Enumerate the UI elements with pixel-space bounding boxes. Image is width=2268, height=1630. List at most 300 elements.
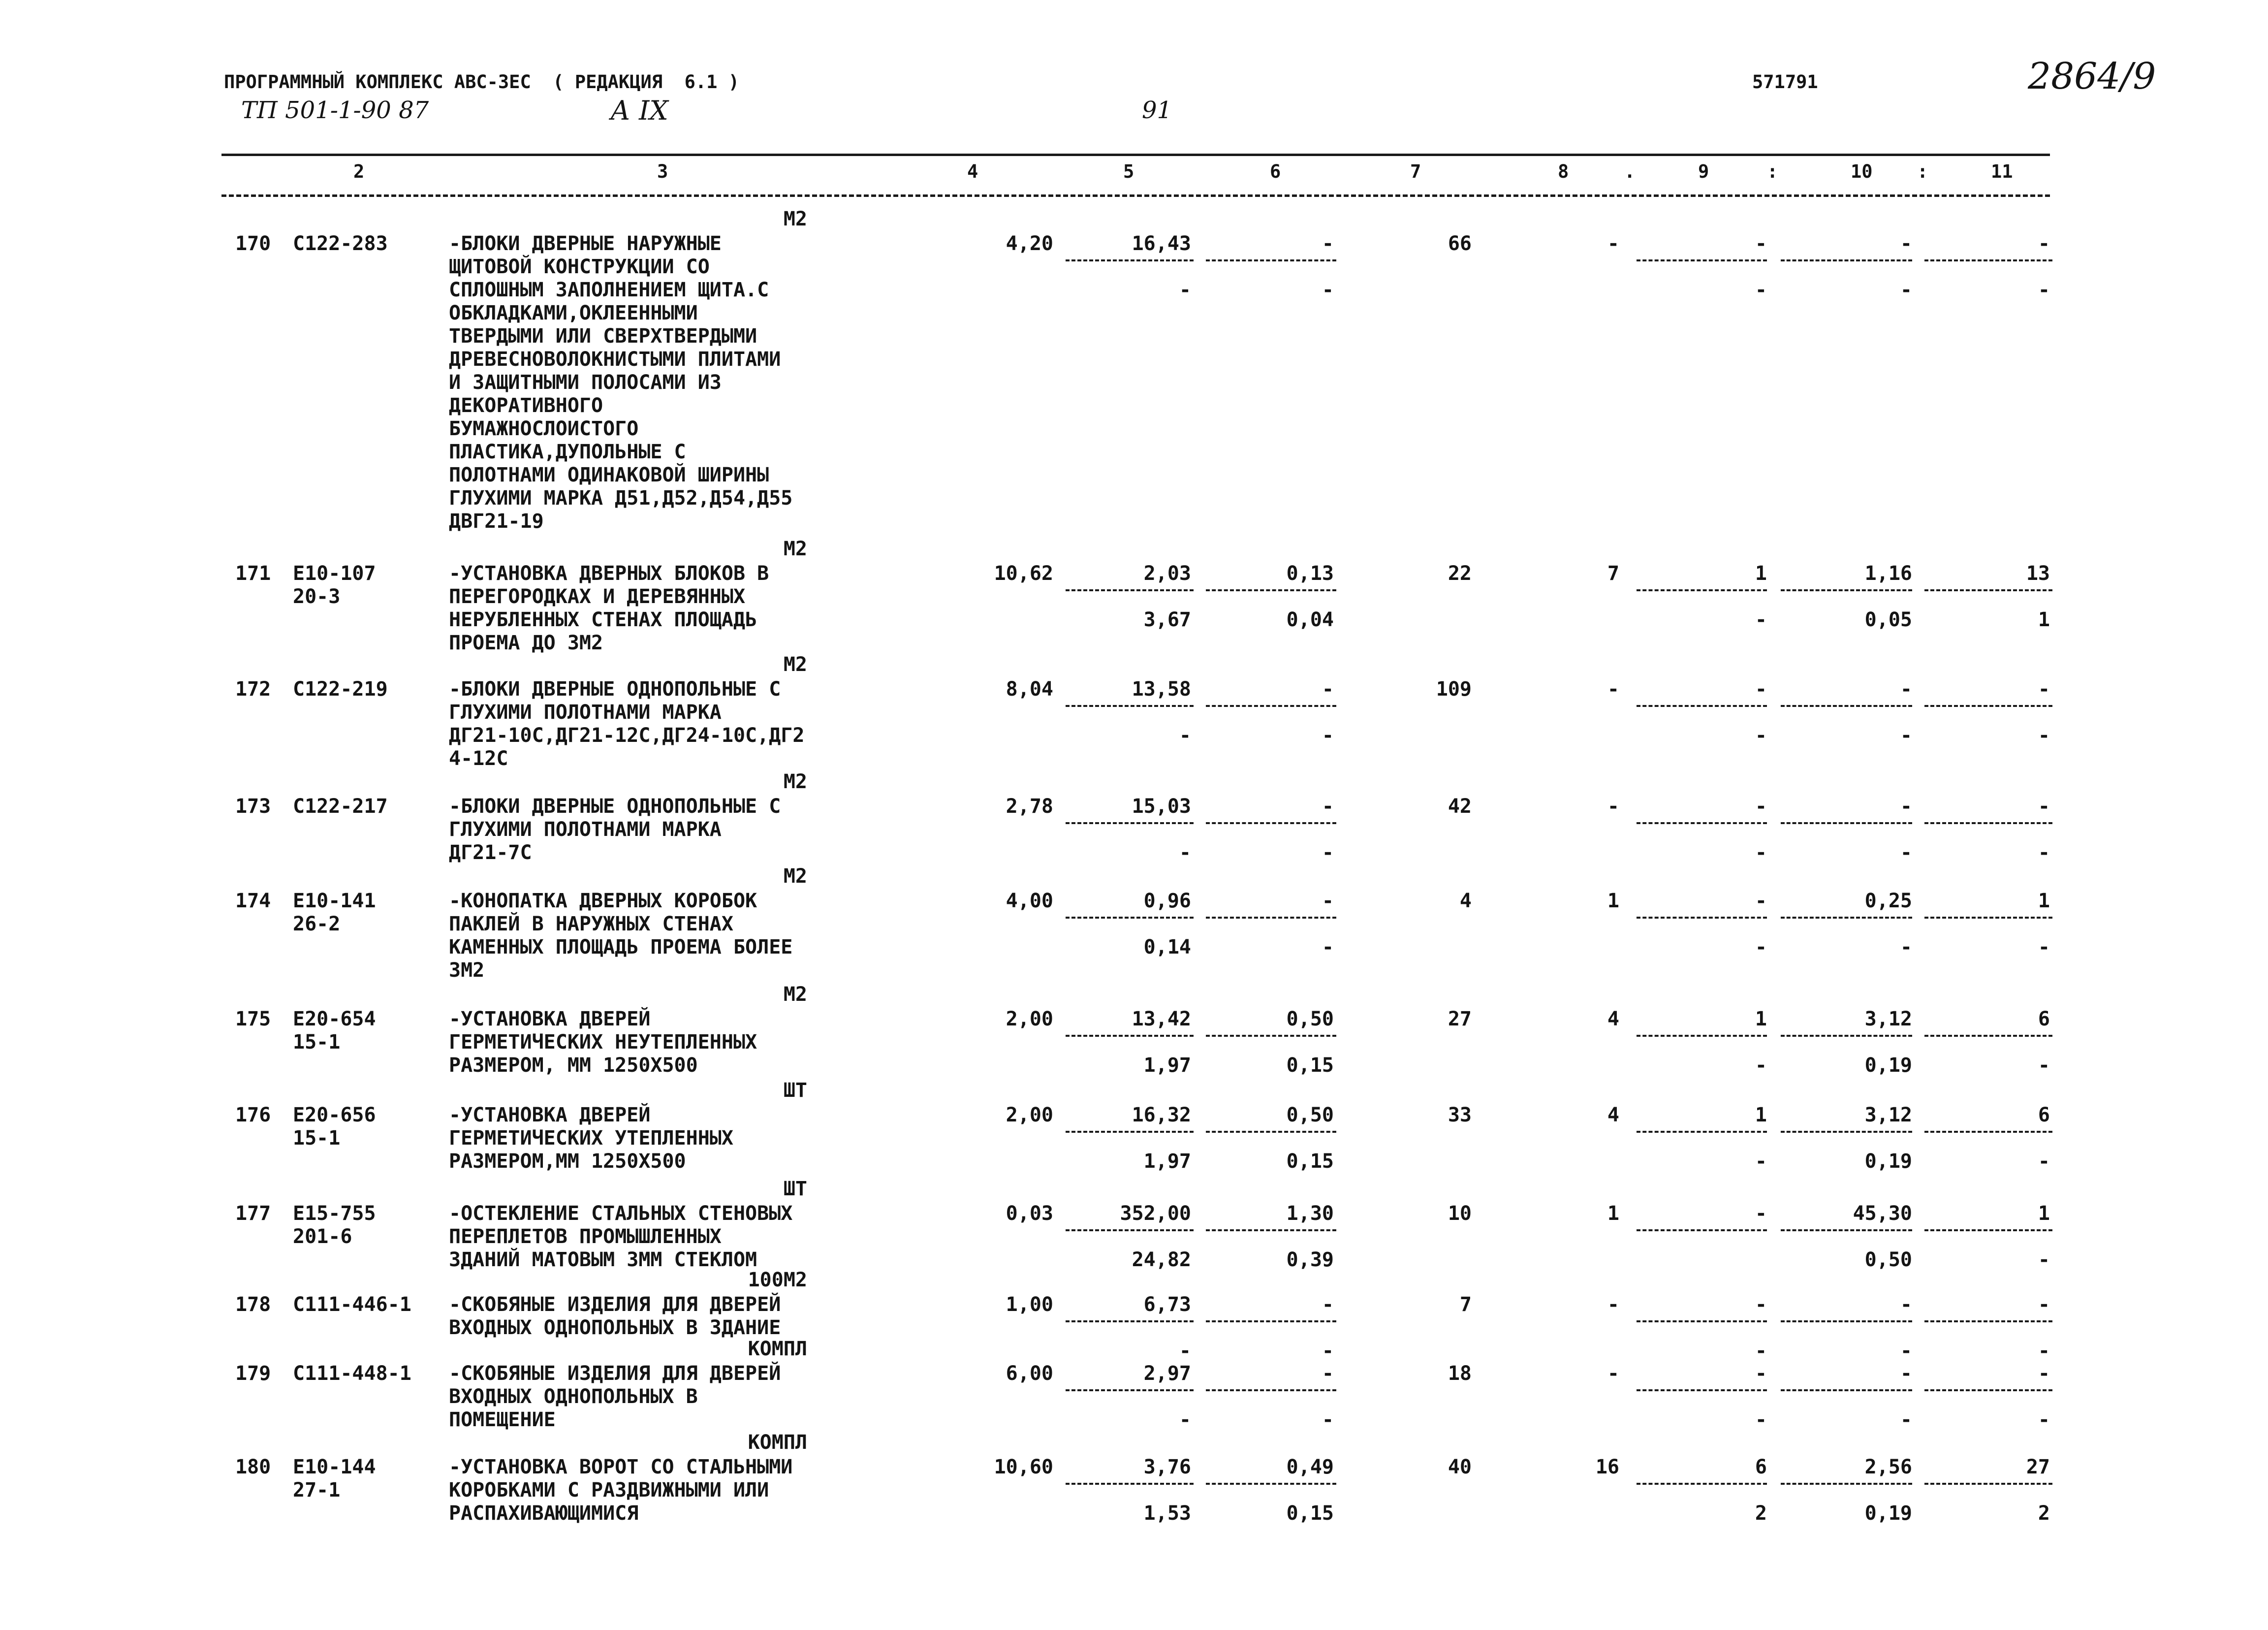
cell-col9: 1 bbox=[1755, 562, 1767, 585]
cell-col8: 1 bbox=[1607, 1202, 1619, 1225]
cell-col8: 1 bbox=[1607, 890, 1619, 912]
column-number: 10 bbox=[1851, 161, 1873, 182]
work-description: ВХОДНЫХ ОДНОПОЛЬНЫХ В bbox=[449, 1385, 698, 1408]
cell-cost-wages: 24,82 bbox=[1132, 1248, 1191, 1271]
cell-underline bbox=[1066, 259, 1194, 261]
work-description: ДВГ21-19 bbox=[449, 510, 544, 533]
cell-underline bbox=[1924, 1229, 2052, 1231]
cell-cost-wages: - bbox=[1179, 1408, 1191, 1431]
work-description: ГЕРМЕТИЧЕСКИХ УТЕПЛЕННЫХ bbox=[449, 1127, 733, 1150]
cell-underline bbox=[1781, 1229, 1912, 1231]
work-description: -УСТАНОВКА ДВЕРЕЙ bbox=[449, 1104, 651, 1126]
cell-cost-total: 13,58 bbox=[1132, 678, 1191, 701]
norm-code-sub: 15-1 bbox=[293, 1127, 341, 1150]
row-number: 174 bbox=[235, 890, 271, 912]
cell-col11: 6 bbox=[2038, 1008, 2050, 1030]
cell-col10-sub: 0,19 bbox=[1864, 1150, 1912, 1173]
cell-underline bbox=[1924, 589, 2052, 591]
work-description: -БЛОКИ ДВЕРНЫЕ ОДНОПОЛЬНЫЕ С bbox=[449, 678, 781, 701]
cell-cost-machines: - bbox=[1322, 1362, 1334, 1385]
work-description: СПЛОШНЫМ ЗАПОЛНЕНИЕМ ЩИТА.С bbox=[449, 279, 769, 301]
cell-underline bbox=[1781, 259, 1912, 261]
cell-cost-machines: - bbox=[1322, 232, 1334, 255]
cell-cost-wages: 0,14 bbox=[1143, 936, 1191, 959]
cell-machine-wages: - bbox=[1322, 1340, 1334, 1362]
cell-underline bbox=[1206, 1131, 1336, 1133]
cell-underline bbox=[1781, 1320, 1912, 1322]
column-number: 9 bbox=[1698, 161, 1709, 182]
cell-col11: 13 bbox=[2026, 562, 2050, 585]
cell-col10: - bbox=[1900, 232, 1912, 255]
cell-col8: - bbox=[1607, 795, 1619, 818]
work-description: -УСТАНОВКА ДВЕРНЫХ БЛОКОВ В bbox=[449, 562, 769, 585]
norm-code: Е15-755 bbox=[293, 1202, 376, 1225]
cell-col10-sub: - bbox=[1900, 279, 1912, 301]
row-number: 176 bbox=[235, 1104, 271, 1126]
work-description: ДРЕВЕСНОВОЛОКНИСТЫМИ ПЛИТАМИ bbox=[449, 348, 781, 371]
row-number: 172 bbox=[235, 678, 271, 701]
work-description: ГЕРМЕТИЧЕСКИХ НЕУТЕПЛЕННЫХ bbox=[449, 1031, 757, 1054]
document-code: 571791 bbox=[1752, 71, 1818, 93]
cell-col10: 0,25 bbox=[1864, 890, 1912, 912]
cell-col9: - bbox=[1755, 1362, 1767, 1385]
cell-col7: 4 bbox=[1459, 890, 1472, 912]
cell-underline bbox=[1781, 589, 1912, 591]
work-description: ДГ21-10С,ДГ21-12С,ДГ24-10С,ДГ2 bbox=[449, 724, 805, 747]
norm-code: С111-446-1 bbox=[293, 1293, 411, 1316]
row-number: 175 bbox=[235, 1008, 271, 1030]
cell-cost-total: 6,73 bbox=[1143, 1293, 1191, 1316]
cell-underline bbox=[1066, 1035, 1194, 1037]
cell-col9-sub: - bbox=[1755, 936, 1767, 959]
cell-col8: - bbox=[1607, 1293, 1619, 1316]
cell-underline bbox=[1637, 259, 1767, 261]
unit-label: М2 bbox=[783, 653, 807, 676]
cell-col9: 6 bbox=[1755, 1456, 1767, 1478]
work-description: РАЗМЕРОМ,ММ 1250Х500 bbox=[449, 1150, 686, 1173]
cell-col10-sub: - bbox=[1900, 841, 1912, 864]
cell-col11-sub: - bbox=[2038, 1248, 2050, 1271]
cell-col9: - bbox=[1755, 1293, 1767, 1316]
work-description: ПЕРЕПЛЕТОВ ПРОМЫШЛЕННЫХ bbox=[449, 1225, 722, 1248]
cell-underline bbox=[1924, 1035, 2052, 1037]
column-number: 11 bbox=[1991, 161, 2013, 182]
cell-col9-sub: 2 bbox=[1755, 1502, 1767, 1525]
unit-label: КОМПЛ bbox=[748, 1431, 807, 1454]
cell-quantity: 4,20 bbox=[1006, 232, 1053, 255]
album-number: А IX bbox=[610, 95, 668, 126]
cell-underline bbox=[1066, 917, 1194, 919]
work-description: -КОНОПАТКА ДВЕРНЫХ КОРОБОК bbox=[449, 890, 757, 912]
cell-cost-machines: 0,49 bbox=[1286, 1456, 1334, 1478]
row-number: 177 bbox=[235, 1202, 271, 1225]
cell-underline bbox=[1924, 822, 2052, 824]
cell-underline bbox=[1206, 917, 1336, 919]
cell-underline bbox=[1066, 705, 1194, 707]
cell-col10-sub: - bbox=[1900, 724, 1912, 747]
work-description: ДГ21-7С bbox=[449, 841, 532, 864]
cell-col7: 66 bbox=[1448, 232, 1472, 255]
column-number: 5 bbox=[1123, 161, 1134, 182]
cell-underline bbox=[1924, 1389, 2052, 1391]
cell-underline bbox=[1637, 589, 1767, 591]
cell-col8: - bbox=[1607, 232, 1619, 255]
cell-col11: - bbox=[2038, 678, 2050, 701]
program-title: ПРОГРАММНЫЙ КОМПЛЕКС АВС-3ЕС ( РЕДАКЦИЯ 6.1 ) bbox=[224, 71, 739, 93]
cell-col11: - bbox=[2038, 232, 2050, 255]
cell-underline bbox=[1637, 1229, 1767, 1231]
work-description: ПРОЕМА ДО 3М2 bbox=[449, 632, 603, 654]
cell-col8: 4 bbox=[1607, 1104, 1619, 1126]
unit-label: 100М2 bbox=[748, 1269, 807, 1291]
unit-label: ШТ bbox=[783, 1079, 807, 1102]
header-top-rule bbox=[221, 154, 2050, 156]
cell-underline bbox=[1206, 1483, 1336, 1485]
cell-col9-sub: - bbox=[1755, 1150, 1767, 1173]
column-number: 4 bbox=[967, 161, 978, 182]
work-description: ЗДАНИЙ МАТОВЫМ 3ММ СТЕКЛОМ bbox=[449, 1248, 757, 1271]
cell-col10: 45,30 bbox=[1853, 1202, 1912, 1225]
cell-col9: - bbox=[1755, 232, 1767, 255]
cell-underline bbox=[1206, 259, 1336, 261]
work-description: -СКОБЯНЫЕ ИЗДЕЛИЯ ДЛЯ ДВЕРЕЙ bbox=[449, 1362, 781, 1385]
cell-cost-machines: 1,30 bbox=[1286, 1202, 1334, 1225]
cell-col8: 16 bbox=[1595, 1456, 1619, 1478]
cell-underline bbox=[1637, 1320, 1767, 1322]
cell-cost-machines: - bbox=[1322, 1293, 1334, 1316]
row-number: 179 bbox=[235, 1362, 271, 1385]
cell-underline bbox=[1066, 1389, 1194, 1391]
cell-cost-machines: - bbox=[1322, 795, 1334, 818]
cell-cost-total: 15,03 bbox=[1132, 795, 1191, 818]
cell-quantity: 10,60 bbox=[994, 1456, 1053, 1478]
norm-code-sub: 20-3 bbox=[293, 585, 341, 608]
cell-cost-total: 0,96 bbox=[1143, 890, 1191, 912]
cell-machine-wages: - bbox=[1322, 1408, 1334, 1431]
column-separator: : bbox=[1917, 161, 1928, 182]
unit-label: М2 bbox=[783, 865, 807, 888]
cell-underline bbox=[1066, 822, 1194, 824]
cell-col9-sub: - bbox=[1755, 724, 1767, 747]
work-description: ГЛУХИМИ МАРКА Д51,Д52,Д54,Д55 bbox=[449, 487, 793, 510]
work-description: КОРОБКАМИ С РАЗДВИЖНЫМИ ИЛИ bbox=[449, 1479, 769, 1502]
row-number: 170 bbox=[235, 232, 271, 255]
row-number: 178 bbox=[235, 1293, 271, 1316]
cell-underline bbox=[1206, 1035, 1336, 1037]
cell-underline bbox=[1781, 822, 1912, 824]
cell-col11: 1 bbox=[2038, 890, 2050, 912]
cell-underline bbox=[1781, 1131, 1912, 1133]
cell-col11-sub: 2 bbox=[2038, 1502, 2050, 1525]
cell-underline bbox=[1637, 705, 1767, 707]
cell-underline bbox=[1924, 259, 2052, 261]
work-description: -СКОБЯНЫЕ ИЗДЕЛИЯ ДЛЯ ДВЕРЕЙ bbox=[449, 1293, 781, 1316]
work-description: ОБКЛАДКАМИ,ОКЛЕЕННЫМИ bbox=[449, 302, 698, 324]
cell-col7: 7 bbox=[1459, 1293, 1472, 1316]
cell-col11-sub: 1 bbox=[2038, 608, 2050, 631]
cell-cost-total: 16,32 bbox=[1132, 1104, 1191, 1126]
cell-machine-wages: 0,04 bbox=[1286, 608, 1334, 631]
column-number: 8 bbox=[1558, 161, 1569, 182]
cell-col11: - bbox=[2038, 1362, 2050, 1385]
column-number: 7 bbox=[1410, 161, 1421, 182]
cell-quantity: 0,03 bbox=[1006, 1202, 1053, 1225]
work-description: НЕРУБЛЕННЫХ СТЕНАХ ПЛОЩАДЬ bbox=[449, 608, 757, 631]
cell-underline bbox=[1637, 917, 1767, 919]
row-number: 173 bbox=[235, 795, 271, 818]
cell-underline bbox=[1924, 1483, 2052, 1485]
cell-col10: - bbox=[1900, 678, 1912, 701]
work-description: ГЛУХИМИ ПОЛОТНАМИ МАРКА bbox=[449, 818, 722, 841]
cell-quantity: 2,78 bbox=[1006, 795, 1053, 818]
cell-quantity: 6,00 bbox=[1006, 1362, 1053, 1385]
unit-label: ШТ bbox=[783, 1178, 807, 1200]
column-separator: . bbox=[1624, 161, 1636, 182]
page-number: 91 bbox=[1142, 96, 1172, 124]
cell-quantity: 8,04 bbox=[1006, 678, 1053, 701]
work-description: ДЕКОРАТИВНОГО bbox=[449, 394, 603, 417]
cell-underline bbox=[1781, 1389, 1912, 1391]
work-description: -БЛОКИ ДВЕРНЫЕ ОДНОПОЛЬНЫЕ С bbox=[449, 795, 781, 818]
cell-col9-sub: - bbox=[1755, 1054, 1767, 1077]
cell-underline bbox=[1781, 1035, 1912, 1037]
work-description: ПОМЕЩЕНИЕ bbox=[449, 1408, 556, 1431]
cell-underline bbox=[1637, 1131, 1767, 1133]
cell-col9: - bbox=[1755, 795, 1767, 818]
cell-col9: - bbox=[1755, 1202, 1767, 1225]
cell-underline bbox=[1066, 589, 1194, 591]
cell-cost-machines: 0,50 bbox=[1286, 1008, 1334, 1030]
cell-cost-wages: 1,53 bbox=[1143, 1502, 1191, 1525]
cell-cost-wages: 3,67 bbox=[1143, 608, 1191, 631]
work-description: ПЕРЕГОРОДКАХ И ДЕРЕВЯННЫХ bbox=[449, 585, 746, 608]
cell-cost-machines: 0,13 bbox=[1286, 562, 1334, 585]
cell-col8: 7 bbox=[1607, 562, 1619, 585]
cell-cost-total: 2,03 bbox=[1143, 562, 1191, 585]
cell-cost-machines: 0,50 bbox=[1286, 1104, 1334, 1126]
cell-col10-sub: 0,19 bbox=[1864, 1054, 1912, 1077]
cell-machine-wages: 0,15 bbox=[1286, 1502, 1334, 1525]
cell-col7: 22 bbox=[1448, 562, 1472, 585]
cell-cost-wages: 1,97 bbox=[1143, 1150, 1191, 1173]
work-description: И ЗАЩИТНЫМИ ПОЛОСАМИ ИЗ bbox=[449, 371, 722, 394]
unit-label: М2 bbox=[783, 208, 807, 230]
unit-label: М2 bbox=[783, 538, 807, 560]
column-separator: : bbox=[1767, 161, 1778, 182]
cell-col11-sub: - bbox=[2038, 1340, 2050, 1362]
work-description: КАМЕННЫХ ПЛОЩАДЬ ПРОЕМА БОЛЕЕ bbox=[449, 936, 793, 959]
cell-quantity: 1,00 bbox=[1006, 1293, 1053, 1316]
cell-cost-wages: 1,97 bbox=[1143, 1054, 1191, 1077]
cell-col9-sub: - bbox=[1755, 1340, 1767, 1362]
cell-col7: 40 bbox=[1448, 1456, 1472, 1478]
cell-machine-wages: - bbox=[1322, 841, 1334, 864]
work-description: ЩИТОВОЙ КОНСТРУКЦИИ СО bbox=[449, 256, 710, 278]
cell-col7: 27 bbox=[1448, 1008, 1472, 1030]
cell-machine-wages: - bbox=[1322, 724, 1334, 747]
norm-code: С122-219 bbox=[293, 678, 388, 701]
cell-machine-wages: 0,15 bbox=[1286, 1054, 1334, 1077]
cell-cost-machines: - bbox=[1322, 678, 1334, 701]
cell-col11: - bbox=[2038, 795, 2050, 818]
cell-col9: 1 bbox=[1755, 1008, 1767, 1030]
cell-cost-total: 3,76 bbox=[1143, 1456, 1191, 1478]
norm-code-sub: 201-6 bbox=[293, 1225, 352, 1248]
cell-underline bbox=[1206, 1389, 1336, 1391]
cell-col11: - bbox=[2038, 1293, 2050, 1316]
cell-col8: - bbox=[1607, 1362, 1619, 1385]
cell-cost-total: 13,42 bbox=[1132, 1008, 1191, 1030]
norm-code: Е20-654 bbox=[293, 1008, 376, 1030]
cell-underline bbox=[1637, 1483, 1767, 1485]
cell-col11-sub: - bbox=[2038, 1408, 2050, 1431]
cell-quantity: 2,00 bbox=[1006, 1008, 1053, 1030]
cell-col10-sub: 0,05 bbox=[1864, 608, 1912, 631]
cell-col11: 1 bbox=[2038, 1202, 2050, 1225]
cell-cost-wages: - bbox=[1179, 1340, 1191, 1362]
norm-code: С122-217 bbox=[293, 795, 388, 818]
cell-col10-sub: - bbox=[1900, 1408, 1912, 1431]
work-description: 4-12С bbox=[449, 747, 508, 770]
cell-cost-total: 2,97 bbox=[1143, 1362, 1191, 1385]
cell-quantity: 2,00 bbox=[1006, 1104, 1053, 1126]
cell-underline bbox=[1781, 1483, 1912, 1485]
cell-quantity: 10,62 bbox=[994, 562, 1053, 585]
cell-underline bbox=[1206, 705, 1336, 707]
norm-code: Е10-144 bbox=[293, 1456, 376, 1478]
work-description: ТВЕРДЫМИ ИЛИ СВЕРХТВЕРДЫМИ bbox=[449, 325, 757, 348]
norm-code: Е10-107 bbox=[293, 562, 376, 585]
header-bottom-rule bbox=[221, 194, 2050, 197]
cell-underline bbox=[1781, 705, 1912, 707]
row-number: 180 bbox=[235, 1456, 271, 1478]
cell-underline bbox=[1206, 589, 1336, 591]
cell-col10: - bbox=[1900, 1293, 1912, 1316]
cell-col11-sub: - bbox=[2038, 1150, 2050, 1173]
project-number: ТП 501-1-90 87 bbox=[241, 96, 429, 124]
unit-label: М2 bbox=[783, 983, 807, 1006]
cell-col8: - bbox=[1607, 678, 1619, 701]
cell-underline bbox=[1781, 917, 1912, 919]
norm-code-sub: 26-2 bbox=[293, 913, 341, 935]
cell-cost-wages: - bbox=[1179, 841, 1191, 864]
cell-col9: - bbox=[1755, 890, 1767, 912]
cell-machine-wages: - bbox=[1322, 279, 1334, 301]
cell-underline bbox=[1066, 1131, 1194, 1133]
cell-col10: 3,12 bbox=[1864, 1104, 1912, 1126]
cell-col11-sub: - bbox=[2038, 724, 2050, 747]
norm-code: С122-283 bbox=[293, 232, 388, 255]
row-number: 171 bbox=[235, 562, 271, 585]
work-description: РАСПАХИВАЮЩИМИСЯ bbox=[449, 1502, 639, 1525]
cell-col11-sub: - bbox=[2038, 841, 2050, 864]
cell-col10-sub: 0,50 bbox=[1864, 1248, 1912, 1271]
cell-col7: 33 bbox=[1448, 1104, 1472, 1126]
norm-code: Е10-141 bbox=[293, 890, 376, 912]
work-description: -БЛОКИ ДВЕРНЫЕ НАРУЖНЫЕ bbox=[449, 232, 722, 255]
cell-col11: 6 bbox=[2038, 1104, 2050, 1126]
cell-col7: 42 bbox=[1448, 795, 1472, 818]
work-description: 3М2 bbox=[449, 959, 485, 982]
cell-cost-wages: - bbox=[1179, 724, 1191, 747]
cell-underline bbox=[1637, 822, 1767, 824]
cell-col10: 3,12 bbox=[1864, 1008, 1912, 1030]
unit-label: КОМПЛ bbox=[748, 1338, 807, 1360]
cell-underline bbox=[1637, 1035, 1767, 1037]
cell-col10-sub: - bbox=[1900, 936, 1912, 959]
cell-col7: 10 bbox=[1448, 1202, 1472, 1225]
work-description: ПАКЛЕЙ В НАРУЖНЫХ СТЕНАХ bbox=[449, 913, 733, 935]
cell-col10-sub: 0,19 bbox=[1864, 1502, 1912, 1525]
cell-col10: 2,56 bbox=[1864, 1456, 1912, 1478]
column-number: 2 bbox=[353, 161, 365, 182]
cell-col11-sub: - bbox=[2038, 279, 2050, 301]
cell-col8: 4 bbox=[1607, 1008, 1619, 1030]
cell-col10: - bbox=[1900, 1362, 1912, 1385]
cell-col7: 109 bbox=[1436, 678, 1472, 701]
work-description: ПЛАСТИКА,ДУПОЛЬНЫЕ С bbox=[449, 441, 686, 463]
cell-quantity: 4,00 bbox=[1006, 890, 1053, 912]
cell-underline bbox=[1924, 705, 2052, 707]
cell-col9: 1 bbox=[1755, 1104, 1767, 1126]
cell-col7: 18 bbox=[1448, 1362, 1472, 1385]
cell-underline bbox=[1066, 1229, 1194, 1231]
cell-cost-total: 352,00 bbox=[1120, 1202, 1191, 1225]
cell-underline bbox=[1924, 917, 2052, 919]
work-description: -УСТАНОВКА ДВЕРЕЙ bbox=[449, 1008, 651, 1030]
cell-machine-wages: 0,39 bbox=[1286, 1248, 1334, 1271]
cell-cost-wages: - bbox=[1179, 279, 1191, 301]
norm-code: Е20-656 bbox=[293, 1104, 376, 1126]
work-description: ПОЛОТНАМИ ОДИНАКОВОЙ ШИРИНЫ bbox=[449, 464, 769, 486]
cell-underline bbox=[1206, 1229, 1336, 1231]
cell-underline bbox=[1924, 1320, 2052, 1322]
work-description: -УСТАНОВКА ВОРОТ СО СТАЛЬНЫМИ bbox=[449, 1456, 793, 1478]
work-description: РАЗМЕРОМ, ММ 1250Х500 bbox=[449, 1054, 698, 1077]
norm-code-sub: 27-1 bbox=[293, 1479, 341, 1502]
norm-code-sub: 15-1 bbox=[293, 1031, 341, 1054]
work-description: ГЛУХИМИ ПОЛОТНАМИ МАРКА bbox=[449, 701, 722, 724]
column-number: 6 bbox=[1270, 161, 1281, 182]
cell-col9-sub: - bbox=[1755, 608, 1767, 631]
work-description: -ОСТЕКЛЕНИЕ СТАЛЬНЫХ СТЕНОВЫХ bbox=[449, 1202, 793, 1225]
cell-col11: 27 bbox=[2026, 1456, 2050, 1478]
norm-code: С111-448-1 bbox=[293, 1362, 411, 1385]
cell-underline bbox=[1206, 1320, 1336, 1322]
cell-underline bbox=[1066, 1320, 1194, 1322]
cell-col10-sub: - bbox=[1900, 1340, 1912, 1362]
cell-col10: - bbox=[1900, 795, 1912, 818]
cell-underline bbox=[1924, 1131, 2052, 1133]
cell-cost-machines: - bbox=[1322, 890, 1334, 912]
column-number: 3 bbox=[657, 161, 668, 182]
cell-col11-sub: - bbox=[2038, 1054, 2050, 1077]
cell-col9: - bbox=[1755, 678, 1767, 701]
cell-col9-sub: - bbox=[1755, 841, 1767, 864]
cell-machine-wages: 0,15 bbox=[1286, 1150, 1334, 1173]
handwritten-sheet-number: 2864/9 bbox=[2028, 55, 2156, 97]
cell-col9-sub: - bbox=[1755, 1408, 1767, 1431]
work-description: БУМАЖНОСЛОИСТОГО bbox=[449, 417, 639, 440]
cell-underline bbox=[1637, 1389, 1767, 1391]
cell-col9-sub: - bbox=[1755, 279, 1767, 301]
cell-machine-wages: - bbox=[1322, 936, 1334, 959]
work-description: ВХОДНЫХ ОДНОПОЛЬНЫХ В ЗДАНИЕ bbox=[449, 1316, 781, 1339]
cell-col11-sub: - bbox=[2038, 936, 2050, 959]
cell-col10: 1,16 bbox=[1864, 562, 1912, 585]
cell-underline bbox=[1066, 1483, 1194, 1485]
cell-underline bbox=[1206, 822, 1336, 824]
